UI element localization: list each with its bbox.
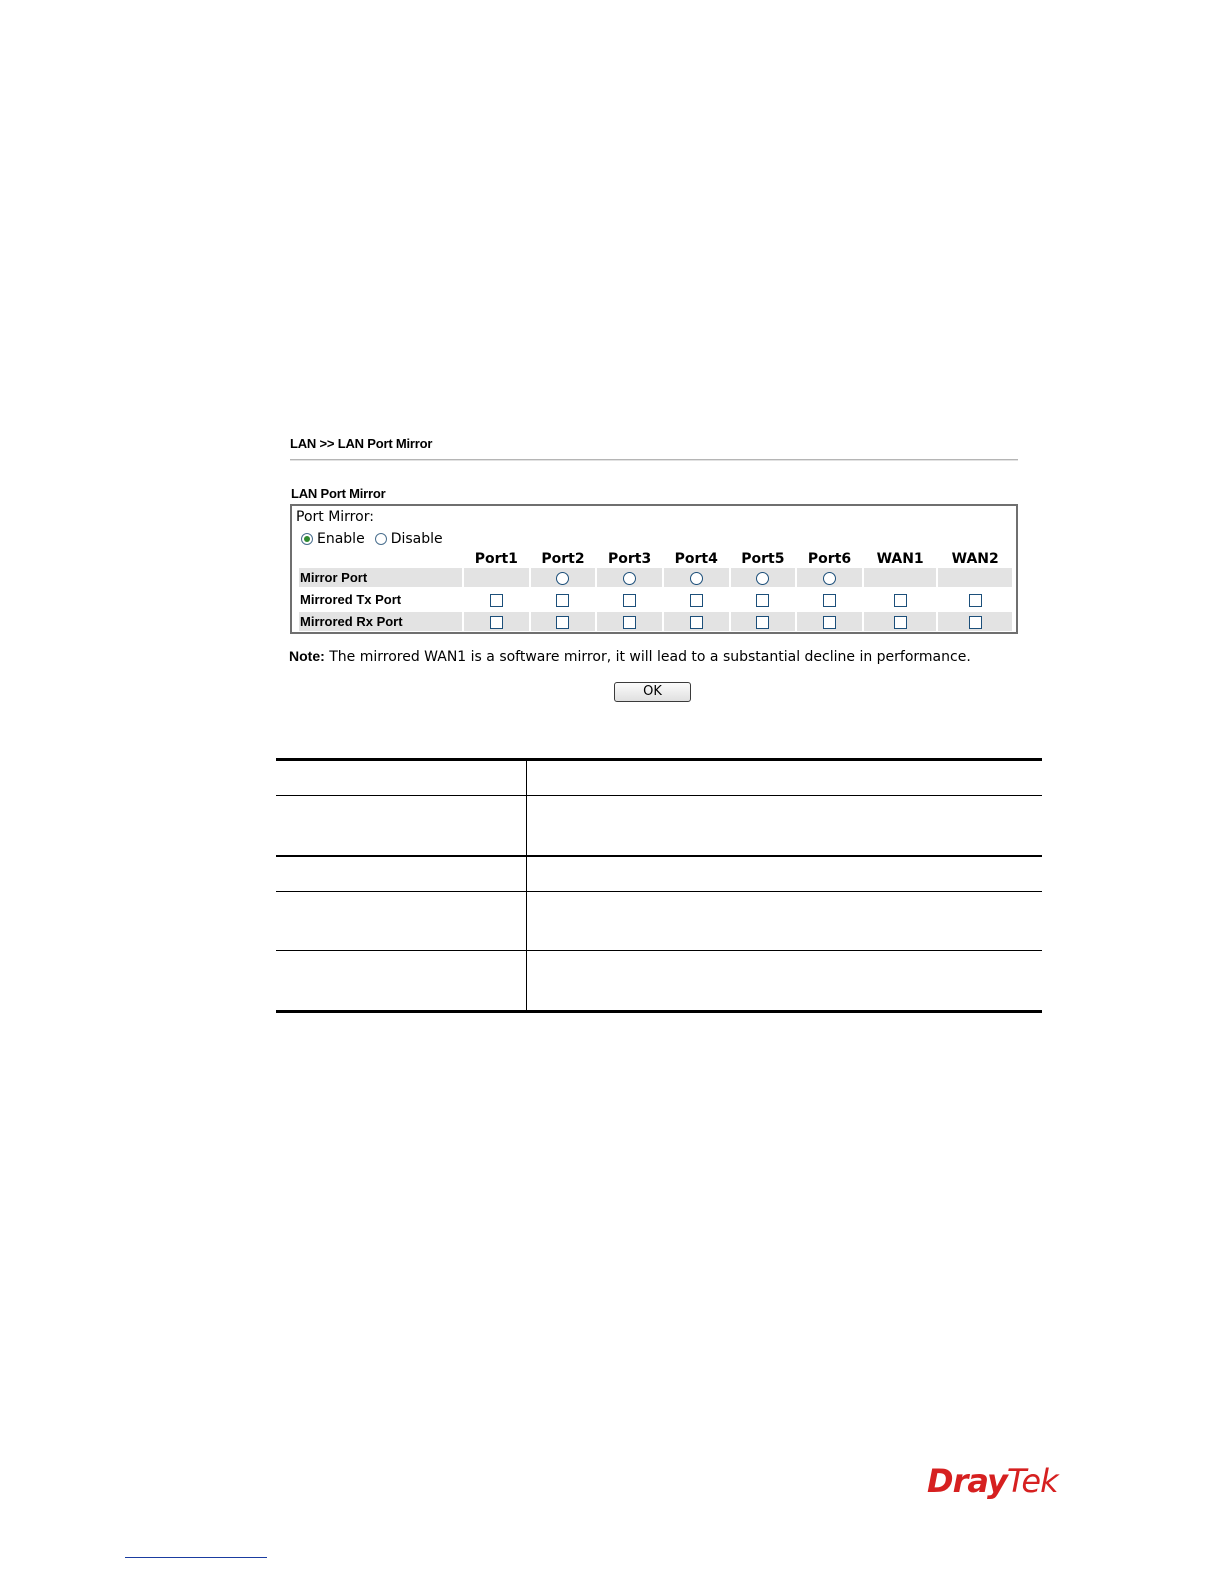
grid-header-row [299, 550, 1012, 568]
mirrored-tx-cell-wan1 [864, 590, 937, 609]
mirrored-rx-checkbox-port1[interactable] [490, 616, 503, 629]
mirrored-tx-checkbox-port1[interactable] [490, 594, 503, 607]
mirrored-tx-checkbox-port2[interactable] [556, 594, 569, 607]
mirrored-tx-cell-port3 [597, 590, 662, 609]
mirror-port-cell-port4 [664, 568, 729, 587]
column-port1: Port1 [474, 551, 518, 567]
mirrored-tx-cell-port6 [797, 590, 862, 609]
column-wan2: WAN2 [951, 551, 999, 567]
mirror-port-cell-port5 [731, 568, 796, 587]
mirrored-tx-label: Mirrored Tx Port [299, 590, 462, 609]
port-mirror-label: Port Mirror: [296, 509, 374, 525]
mirrored-rx-row [299, 612, 1012, 631]
logo-dray: Dray [927, 1462, 1007, 1500]
mirrored-rx-checkbox-port6[interactable] [823, 616, 836, 629]
port-mirror-toggle [301, 531, 453, 547]
logo-tek: Tek [1006, 1462, 1058, 1500]
mirror-port-cell-port1 [464, 568, 529, 587]
mirror-port-cell-wan2 [938, 568, 1012, 587]
mirrored-tx-checkbox-port6[interactable] [823, 594, 836, 607]
table-row-rule [276, 795, 1042, 796]
mirror-port-cell-port6 [797, 568, 862, 587]
ok-button[interactable]: OK [614, 682, 691, 702]
mirrored-rx-cell-port6 [797, 612, 862, 631]
table-bottom-rule [276, 1010, 1042, 1013]
description-table [276, 758, 1042, 1013]
mirror-port-radio-port2[interactable] [556, 572, 569, 585]
mirrored-rx-cell-wan2 [938, 612, 1012, 631]
draytek-logo [927, 1462, 1058, 1500]
mirror-port-row [299, 568, 1012, 587]
mirrored-tx-cell-port4 [664, 590, 729, 609]
disable-radio[interactable] [375, 533, 387, 545]
mirrored-rx-checkbox-port3[interactable] [623, 616, 636, 629]
mirror-port-cell-port3 [597, 568, 662, 587]
mirrored-tx-checkbox-port4[interactable] [690, 594, 703, 607]
mirrored-rx-cell-port2 [531, 612, 596, 631]
enable-label[interactable]: Enable [317, 531, 365, 547]
note-prefix: Note: [289, 648, 325, 664]
mirrored-tx-checkbox-wan2[interactable] [969, 594, 982, 607]
mirror-port-radio-port5[interactable] [756, 572, 769, 585]
table-column-divider [526, 760, 527, 1011]
port-mirror-grid [297, 550, 1014, 631]
enable-radio[interactable] [301, 533, 313, 545]
performance-note [289, 648, 971, 665]
mirror-port-cell-wan1 [864, 568, 937, 587]
mirrored-tx-cell-port5 [731, 590, 796, 609]
disable-label[interactable]: Disable [390, 531, 443, 547]
column-port3: Port3 [607, 551, 652, 567]
mirrored-rx-cell-port3 [597, 612, 662, 631]
mirror-port-label: Mirror Port [299, 568, 462, 587]
column-wan1: WAN1 [876, 551, 924, 567]
column-port2: Port2 [541, 551, 585, 567]
mirror-port-cell-port2 [531, 568, 596, 587]
section-title: LAN Port Mirror [291, 486, 386, 501]
mirrored-rx-checkbox-wan1[interactable] [894, 616, 907, 629]
column-port4: Port4 [674, 551, 718, 567]
breadcrumb: LAN >> LAN Port Mirror [290, 436, 433, 451]
mirrored-tx-cell-port1 [464, 590, 529, 609]
mirror-port-radio-port6[interactable] [823, 572, 836, 585]
mirrored-rx-checkbox-port4[interactable] [690, 616, 703, 629]
mirrored-tx-cell-port2 [531, 590, 596, 609]
mirror-port-radio-port4[interactable] [690, 572, 703, 585]
mirrored-rx-checkbox-port2[interactable] [556, 616, 569, 629]
grid-header-blank [299, 550, 462, 568]
port-mirror-panel [290, 504, 1018, 634]
mirrored-rx-cell-port4 [664, 612, 729, 631]
breadcrumb-divider [290, 459, 1018, 461]
mirrored-rx-cell-wan1 [864, 612, 937, 631]
mirrored-rx-label: Mirrored Rx Port [299, 612, 462, 631]
mirrored-tx-row [299, 590, 1012, 609]
mirrored-rx-cell-port1 [464, 612, 529, 631]
table-row-rule [276, 950, 1042, 951]
mirrored-tx-cell-wan2 [938, 590, 1012, 609]
mirrored-rx-cell-port5 [731, 612, 796, 631]
table-row-rule [276, 891, 1042, 892]
mirrored-rx-checkbox-port5[interactable] [756, 616, 769, 629]
table-top-rule [276, 758, 1042, 761]
footer-link-underline [125, 1557, 267, 1558]
mirror-port-radio-port3[interactable] [623, 572, 636, 585]
table-row-rule [276, 855, 1042, 857]
mirrored-tx-checkbox-port3[interactable] [623, 594, 636, 607]
mirrored-rx-checkbox-wan2[interactable] [969, 616, 982, 629]
note-text: The mirrored WAN1 is a software mirror, it will lead to a substantial decline in performance. [324, 649, 971, 665]
mirrored-tx-checkbox-port5[interactable] [756, 594, 769, 607]
column-port6: Port6 [807, 551, 852, 567]
mirrored-tx-checkbox-wan1[interactable] [894, 594, 907, 607]
column-port5: Port5 [741, 551, 785, 567]
